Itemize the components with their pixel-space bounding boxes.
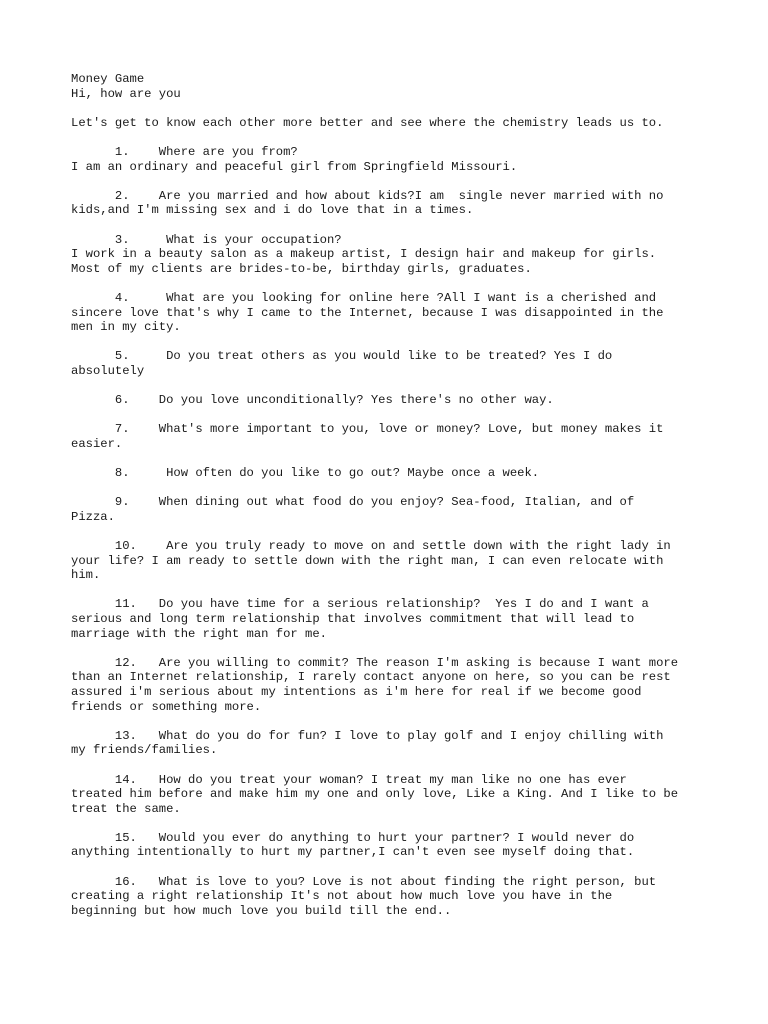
question-line: marriage with the right man for me. (71, 626, 327, 641)
question-item (71, 495, 711, 524)
question-item (71, 393, 711, 408)
question-line: I work in a beauty salon as a makeup artist, I design hair and makeup for girls. (71, 247, 657, 262)
question-line: sincere love that's why I came to the Internet, because I was disappointed in the (71, 305, 664, 320)
question-line: 16. What is love to you? Love is not about finding the right person, but (71, 874, 657, 889)
question-line: my friends/families. (71, 743, 218, 758)
question-item (71, 349, 711, 378)
question-item (71, 189, 711, 218)
question-item (71, 875, 711, 919)
question-line: 10. Are you truly ready to move on and settle down with the right lady in (71, 539, 671, 553)
question-line: 3. What is your occupation? (71, 232, 342, 247)
question-line: your life? I am ready to settle down with the right man, I can even relocate with (71, 553, 664, 568)
question-line: 15. Would you ever do anything to hurt your partner? I would never do (71, 830, 635, 845)
question-line: 11. Do you have time for a serious relationship? Yes I do and I want a (71, 597, 649, 612)
question-line: I am an ordinary and peaceful girl from Springfield Missouri. (71, 159, 518, 174)
question-line: 7. What's more important to you, love or money? Love, but money makes it (71, 422, 664, 437)
question-line: absolutely (71, 363, 145, 378)
question-item (71, 597, 711, 641)
question-line: 1. Where are you from? (71, 144, 298, 159)
question-line: beginning but how much love you build till the end.. (71, 903, 452, 918)
question-line: assured i'm serious about my intentions as i'm here for real if we become good (71, 684, 642, 699)
question-line: friends or something more. (71, 699, 262, 714)
greeting: Hi, how are you (71, 86, 181, 101)
question-item (71, 831, 711, 860)
question-line: serious and long term relationship that involves commitment that will lead to (71, 611, 635, 626)
intro-paragraph: Let's get to know each other more better and see where the chemistry leads us to. (71, 115, 664, 130)
document-page (71, 72, 711, 918)
question-item (71, 291, 711, 335)
question-item (71, 773, 711, 817)
question-line: Most of my clients are brides-to-be, birthday girls, graduates. (71, 261, 532, 276)
document-title: Money Game (71, 72, 145, 86)
question-item (71, 729, 711, 758)
question-line: 4. What are you looking for online here ?All I want is a cherished and (71, 290, 657, 305)
question-item (71, 422, 711, 451)
question-line: him. (71, 568, 101, 583)
question-item (71, 466, 711, 481)
question-line: Pizza. (71, 509, 115, 524)
question-line: 14. How do you treat your woman? I treat my man like no one has ever (71, 772, 627, 787)
question-line: 6. Do you love unconditionally? Yes there's no other way. (71, 393, 554, 408)
question-line: treat the same. (71, 801, 181, 816)
question-line: 9. When dining out what food do you enjoy? Sea-food, Italian, and of (71, 495, 635, 510)
question-line: 2. Are you married and how about kids?I am single never married with no (71, 188, 664, 203)
question-item (71, 539, 711, 583)
question-line: treated him before and make him my one and only love, Like a King. And I like to be (71, 787, 679, 802)
question-line: 5. Do you treat others as you would like to be treated? Yes I do (71, 349, 613, 364)
question-item (71, 656, 711, 714)
question-line: 8. How often do you like to go out? Maybe once a week. (71, 466, 540, 481)
question-line: anything intentionally to hurt my partner,I can't even see myself doing that. (71, 845, 635, 860)
blank-line (71, 101, 711, 116)
question-item (71, 145, 711, 174)
question-line: easier. (71, 436, 123, 451)
question-line: kids,and I'm missing sex and i do love that in a times. (71, 203, 474, 218)
question-item (71, 233, 711, 277)
question-line: 13. What do you do for fun? I love to play golf and I enjoy chilling with (71, 728, 664, 743)
question-line: 12. Are you willing to commit? The reason I'm asking is because I want more (71, 655, 679, 670)
question-line: than an Internet relationship, I rarely contact anyone on here, so you can be rest (71, 670, 671, 685)
question-list (71, 145, 711, 918)
question-line: creating a right relationship It's not about how much love you have in the (71, 889, 613, 904)
question-line: men in my city. (71, 320, 181, 335)
